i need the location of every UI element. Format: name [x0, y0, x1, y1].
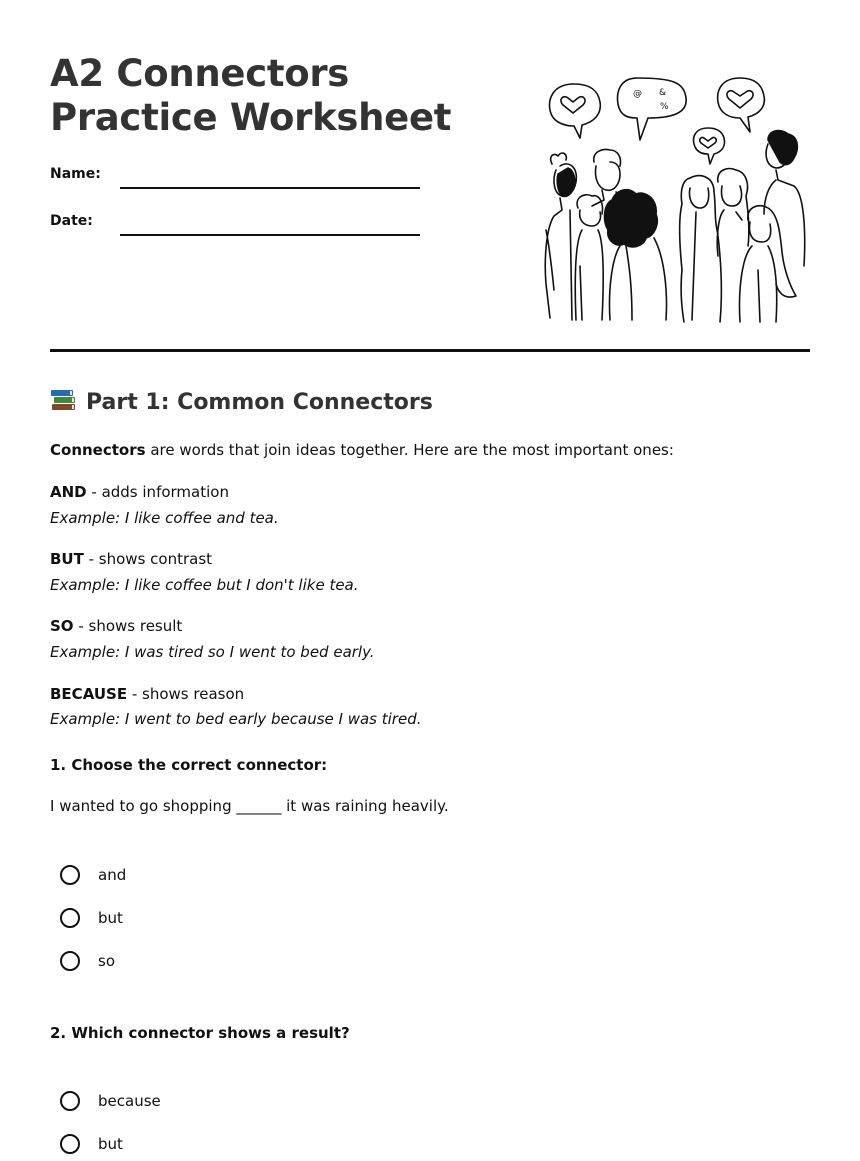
connector-but	[50, 549, 212, 569]
option-label: so	[98, 952, 115, 970]
intro-text	[50, 440, 674, 460]
option-label: but	[98, 1135, 123, 1153]
connector-example: Example: I like coffee but I don't like tea.	[50, 576, 359, 594]
radio-button[interactable]	[60, 865, 80, 885]
question-1-sentence: I wanted to go shopping ______ it was raining heavily.	[50, 797, 449, 815]
name-field[interactable]	[50, 160, 430, 190]
name-line[interactable]	[120, 187, 420, 189]
date-label: Date:	[50, 213, 93, 229]
intro-bold: Connectors	[50, 441, 146, 459]
connector-because	[50, 684, 244, 704]
date-line[interactable]	[120, 234, 420, 236]
intro-rest: are words that join ideas together. Here are the most important ones:	[145, 441, 674, 459]
part1-heading	[50, 388, 433, 418]
connector-so	[50, 616, 182, 636]
radio-button[interactable]	[60, 1134, 80, 1154]
option-label: and	[98, 866, 127, 884]
section-divider	[50, 349, 810, 352]
option-label: because	[98, 1092, 161, 1110]
radio-button[interactable]	[60, 1091, 80, 1111]
connector-word: BUT	[50, 550, 84, 568]
svg-text:%: %	[660, 102, 669, 112]
page-title: A2 Connectors Practice Worksheet	[50, 52, 452, 139]
connector-example: Example: I like coffee and tea.	[50, 509, 279, 527]
part1-title: Part 1: Common Connectors	[86, 390, 433, 415]
connector-desc: - shows result	[73, 617, 183, 635]
name-label: Name:	[50, 166, 101, 182]
connector-desc: - shows reason	[127, 685, 245, 703]
connector-and	[50, 482, 229, 502]
books-icon	[50, 388, 78, 412]
connector-desc: - shows contrast	[83, 550, 213, 568]
radio-button[interactable]	[60, 908, 80, 928]
connector-word: AND	[50, 483, 87, 501]
connector-word: BECAUSE	[50, 685, 128, 703]
connector-word: SO	[50, 617, 74, 635]
option-label: but	[98, 909, 123, 927]
group-of-people-chatting-illustration	[532, 70, 812, 330]
radio-button[interactable]	[60, 951, 80, 971]
question-1-prompt: 1. Choose the correct connector:	[50, 756, 328, 774]
svg-text:@: @	[633, 89, 642, 99]
svg-text:&: &	[659, 88, 667, 98]
date-field[interactable]	[50, 207, 430, 237]
connector-desc: - adds information	[86, 483, 229, 501]
connector-example: Example: I went to bed early because I was tired.	[50, 710, 422, 728]
connector-example: Example: I was tired so I went to bed early.	[50, 643, 375, 661]
question-2-prompt: 2. Which connector shows a result?	[50, 1024, 350, 1042]
